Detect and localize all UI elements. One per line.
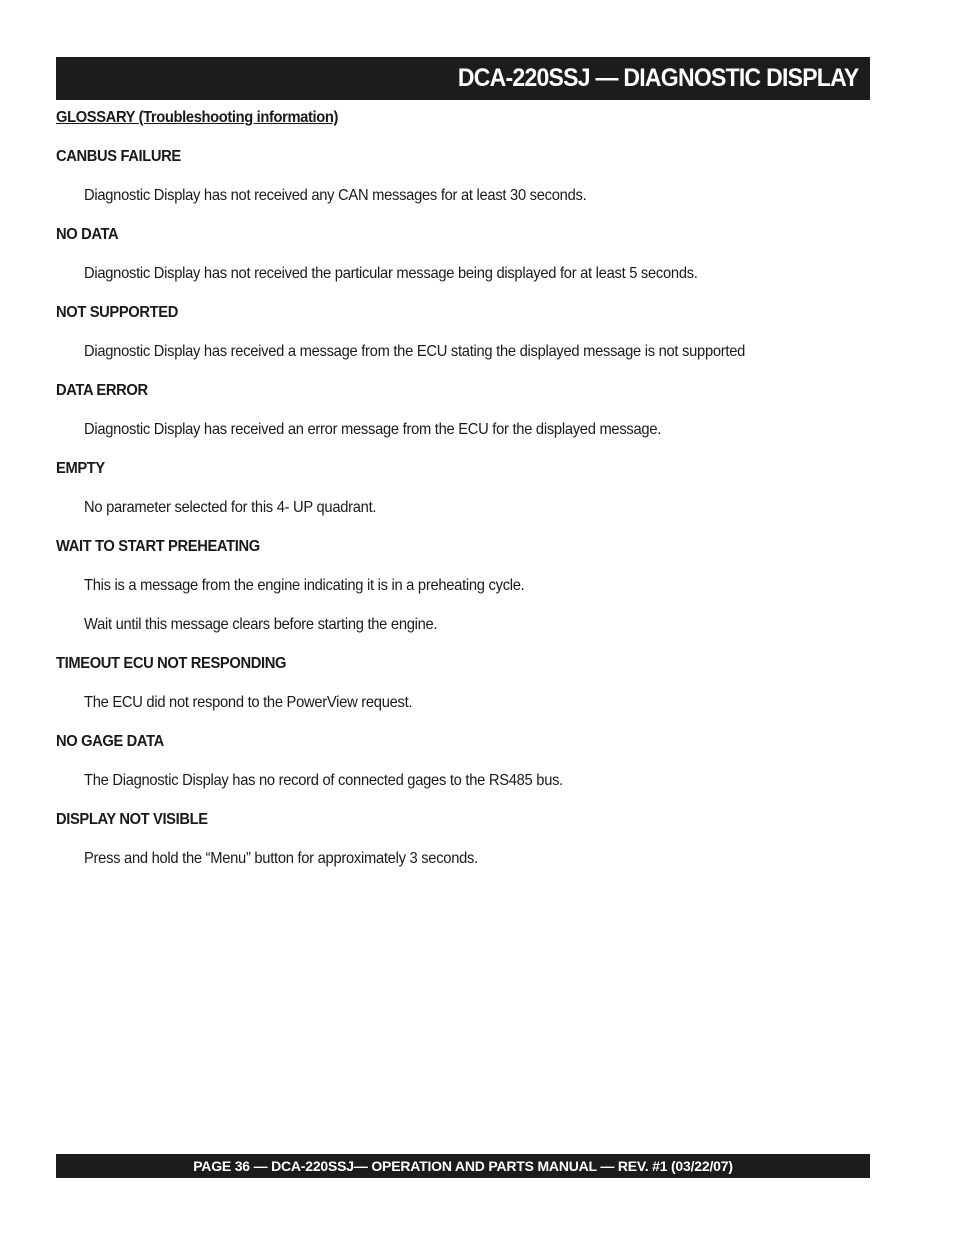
glossary-term-empty: EMPTY <box>56 460 105 477</box>
glossary-term-no-gage-data: NO GAGE DATA <box>56 733 164 750</box>
glossary-definition-wait-to-start-preheating-2: Wait until this message clears before starting the engine. <box>84 616 438 633</box>
glossary-definition-timeout-ecu-not-responding: The ECU did not respond to the PowerView request. <box>84 694 413 711</box>
page-footer: PAGE 36 — DCA-220SSJ— OPERATION AND PARTS MANUAL — REV. #1 (03/22/07) <box>193 1158 733 1174</box>
glossary-term-canbus-failure: CANBUS FAILURE <box>56 148 181 165</box>
footer-bar <box>56 1154 870 1178</box>
glossary-term-wait-to-start-preheating: WAIT TO START PREHEATING <box>56 538 260 555</box>
glossary-definition-empty: No parameter selected for this 4- UP quadrant. <box>84 499 377 516</box>
glossary-definition-wait-to-start-preheating-1: This is a message from the engine indicating it is in a preheating cycle. <box>84 577 525 594</box>
glossary-definition-display-not-visible: Press and hold the “Menu” button for approximately 3 seconds. <box>84 850 478 867</box>
page-title: DCA-220SSJ — DIAGNOSTIC DISPLAY <box>457 64 858 92</box>
header-bar <box>56 57 870 100</box>
glossary-definition-no-data: Diagnostic Display has not received the particular message being displayed for at least 5 seconds. <box>84 265 698 282</box>
glossary-definition-data-error: Diagnostic Display has received an error message from the ECU for the displayed message. <box>84 421 662 438</box>
glossary-heading: GLOSSARY (Troubleshooting information) <box>56 109 339 126</box>
glossary-definition-no-gage-data: The Diagnostic Display has no record of connected gages to the RS485 bus. <box>84 772 564 789</box>
glossary-term-display-not-visible: DISPLAY NOT VISIBLE <box>56 811 208 828</box>
glossary-term-data-error: DATA ERROR <box>56 382 148 399</box>
glossary-definition-canbus-failure: Diagnostic Display has not received any CAN messages for at least 30 seconds. <box>84 187 587 204</box>
glossary-term-not-supported: NOT SUPPORTED <box>56 304 178 321</box>
glossary-term-timeout-ecu-not-responding: TIMEOUT ECU NOT RESPONDING <box>56 655 287 672</box>
glossary-definition-not-supported: Diagnostic Display has received a message from the ECU stating the displayed message is not supported <box>84 343 746 360</box>
glossary-term-no-data: NO DATA <box>56 226 119 243</box>
